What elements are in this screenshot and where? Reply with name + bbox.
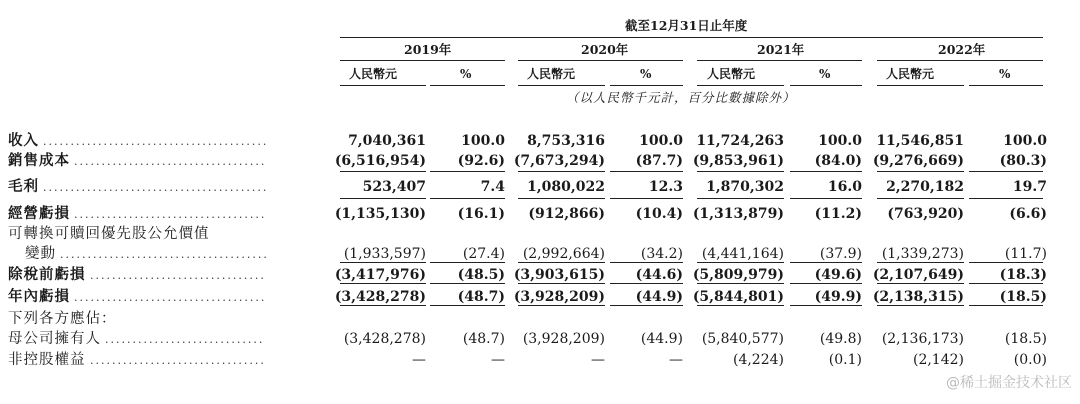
year-rule-2021 bbox=[697, 60, 862, 61]
gross-rule-c7 bbox=[877, 198, 964, 199]
table-cell: 11,724,263 bbox=[696, 133, 784, 149]
table-cell: (34.2) bbox=[640, 246, 683, 262]
table-cell: (49.9) bbox=[814, 289, 862, 305]
row-label: 除稅前虧損 bbox=[8, 266, 86, 283]
table-cell: (3,428,278) bbox=[343, 331, 426, 347]
table-cell: (48.5) bbox=[457, 267, 505, 283]
change-rule-c6 bbox=[790, 262, 862, 263]
pretax-rule-c1 bbox=[340, 283, 426, 284]
cost-rule-c8 bbox=[969, 171, 1043, 172]
net-rule-c1 bbox=[340, 305, 426, 306]
table-cell: (1,313,879) bbox=[692, 206, 784, 222]
table-cell: 1,080,022 bbox=[527, 179, 605, 195]
gross-rule-c5 bbox=[697, 198, 784, 199]
row-label: 非控股權益 bbox=[8, 352, 86, 368]
table-cell: (2,107,649) bbox=[872, 267, 964, 283]
table-cell: (1,135,130) bbox=[334, 206, 426, 222]
year-rule-2022 bbox=[877, 60, 1043, 61]
row-label: 經營虧損 bbox=[8, 205, 70, 222]
table-cell: (5,840,577) bbox=[701, 331, 784, 347]
watermark: @稀土掘金技术社区 bbox=[946, 375, 1072, 391]
col-pct-2021: % bbox=[819, 67, 831, 81]
unit-note: （以人民幣千元計，百分比數據除外） bbox=[566, 90, 796, 105]
table-cell: (2,138,315) bbox=[872, 289, 964, 305]
table-cell: 8,753,316 bbox=[527, 133, 605, 149]
subheader-rule-pct-2022 bbox=[969, 85, 1043, 86]
table-cell: (37.9) bbox=[819, 246, 862, 262]
net-rule-c3 bbox=[518, 305, 605, 306]
row-label: 銷售成本 bbox=[8, 152, 70, 169]
year-2020-header: 2020年 bbox=[581, 42, 629, 57]
table-cell: 100.0 bbox=[818, 133, 862, 149]
pretax-rule-c7 bbox=[877, 283, 964, 284]
table-cell: (48.7) bbox=[457, 289, 505, 305]
col-rmb-2020: 人民幣元 bbox=[527, 67, 576, 81]
table-cell: (5,844,801) bbox=[692, 289, 784, 305]
table-cell: (1,339,273) bbox=[881, 246, 964, 262]
header-top-rule bbox=[340, 37, 1043, 38]
table-cell: (92.6) bbox=[457, 153, 505, 169]
row-label: 毛利 bbox=[8, 178, 39, 195]
table-cell: (18.5) bbox=[999, 289, 1047, 305]
table-cell: (80.3) bbox=[999, 153, 1047, 169]
table-cell: (3,428,278) bbox=[334, 289, 426, 305]
table-cell: — bbox=[412, 352, 426, 368]
table-cell: — bbox=[491, 352, 505, 368]
leader-dots: ......................................... bbox=[43, 135, 269, 148]
table-cell: (18.5) bbox=[1004, 331, 1047, 347]
table-cell: — bbox=[669, 352, 683, 368]
gross-rule-c6 bbox=[790, 198, 862, 199]
table-cell: (18.3) bbox=[999, 267, 1047, 283]
pretax-rule-c4 bbox=[610, 283, 683, 284]
table-cell: (7,673,294) bbox=[513, 153, 605, 169]
cost-rule-c1 bbox=[340, 171, 426, 172]
year-rule-2019 bbox=[340, 60, 505, 61]
table-cell: (3,928,209) bbox=[522, 331, 605, 347]
net-rule-c6 bbox=[790, 305, 862, 306]
subheader-rule-pct-2019 bbox=[430, 85, 505, 86]
table-cell: (0.0) bbox=[1013, 352, 1047, 368]
leader-dots: ...................................... bbox=[60, 248, 269, 261]
gross-rule-c3 bbox=[518, 198, 605, 199]
net-rule-c8 bbox=[969, 305, 1043, 306]
table-cell: 7,040,361 bbox=[348, 133, 426, 149]
pretax-rule-c6 bbox=[790, 283, 862, 284]
gross-rule-c4 bbox=[610, 198, 683, 199]
change-rule-c1 bbox=[340, 262, 426, 263]
table-cell: (49.6) bbox=[814, 267, 862, 283]
table-cell: (6,516,954) bbox=[334, 153, 426, 169]
table-cell: 523,407 bbox=[362, 179, 426, 195]
table-cell: (87.7) bbox=[635, 153, 683, 169]
table-cell: 100.0 bbox=[639, 133, 683, 149]
col-rmb-2019: 人民幣元 bbox=[349, 67, 398, 81]
cost-rule-c7 bbox=[877, 171, 964, 172]
year-rule-2020 bbox=[518, 60, 683, 61]
table-cell: (763,920) bbox=[887, 206, 964, 222]
cost-rule-c5 bbox=[697, 171, 784, 172]
leader-dots: ................................... bbox=[74, 155, 267, 168]
col-pct-2022: % bbox=[999, 67, 1011, 81]
table-cell: (3,417,976) bbox=[334, 267, 426, 283]
gross-rule-c8 bbox=[969, 198, 1043, 199]
table-cell: 7.4 bbox=[480, 179, 505, 195]
change-rule-c5 bbox=[697, 262, 784, 263]
leader-dots: ................................ bbox=[90, 354, 266, 367]
change-rule-c8 bbox=[969, 262, 1043, 263]
table-cell: 12.3 bbox=[648, 179, 683, 195]
leader-dots: ......................................... bbox=[43, 181, 269, 194]
table-cell: (912,866) bbox=[528, 206, 605, 222]
subheader-rule-rmb-2022 bbox=[877, 85, 964, 86]
row-label: 變動 bbox=[25, 246, 56, 262]
table-cell: (49.8) bbox=[819, 331, 862, 347]
table-cell: (5,809,979) bbox=[692, 267, 784, 283]
table-cell: 16.0 bbox=[827, 179, 862, 195]
year-2019-header: 2019年 bbox=[404, 42, 452, 57]
table-cell: (44.6) bbox=[635, 267, 683, 283]
col-rmb-2021: 人民幣元 bbox=[707, 67, 756, 81]
table-cell: (27.4) bbox=[462, 246, 505, 262]
cost-rule-c4 bbox=[610, 171, 683, 172]
net-rule-c2 bbox=[430, 305, 505, 306]
row-label: 下列各方應佔： bbox=[8, 311, 117, 327]
year-2022-header: 2022年 bbox=[938, 42, 986, 57]
col-pct-2020: % bbox=[640, 67, 652, 81]
table-cell: (4,441,164) bbox=[701, 246, 784, 262]
table-cell: 100.0 bbox=[461, 133, 505, 149]
cost-rule-c3 bbox=[518, 171, 605, 172]
table-cell: 19.7 bbox=[1012, 179, 1047, 195]
table-cell: (44.9) bbox=[640, 331, 683, 347]
pretax-rule-c3 bbox=[518, 283, 605, 284]
table-cell: 11,546,851 bbox=[876, 133, 964, 149]
row-label: 母公司擁有人 bbox=[8, 331, 101, 347]
table-cell: (4,224) bbox=[732, 352, 784, 368]
leader-dots: ................................ bbox=[90, 269, 266, 282]
table-cell: (2,136,173) bbox=[881, 331, 964, 347]
table-cell: (11.2) bbox=[814, 206, 862, 222]
subheader-rule-pct-2021 bbox=[790, 85, 862, 86]
subheader-rule-rmb-2021 bbox=[697, 85, 784, 86]
table-cell: 2,270,182 bbox=[886, 179, 964, 195]
net-rule-c4 bbox=[610, 305, 683, 306]
table-cell: (6.6) bbox=[1009, 206, 1047, 222]
change-rule-c3 bbox=[518, 262, 605, 263]
table-cell: (3,903,615) bbox=[513, 267, 605, 283]
table-cell: (2,142) bbox=[912, 352, 964, 368]
table-cell: 100.0 bbox=[1003, 133, 1047, 149]
row-label: 年內虧損 bbox=[8, 288, 70, 305]
cost-rule-c6 bbox=[790, 171, 862, 172]
table-cell: (9,276,669) bbox=[872, 153, 964, 169]
table-cell: (84.0) bbox=[814, 153, 862, 169]
change-rule-c2 bbox=[430, 262, 505, 263]
row-label: 收入 bbox=[8, 132, 39, 149]
table-cell: (0.1) bbox=[828, 352, 862, 368]
leader-dots: ................................... bbox=[74, 291, 267, 304]
table-cell: (3,928,209) bbox=[513, 289, 605, 305]
year-2021-header: 2021年 bbox=[757, 42, 805, 57]
table-cell: (2,992,664) bbox=[522, 246, 605, 262]
col-pct-2019: % bbox=[460, 67, 472, 81]
table-cell: — bbox=[591, 352, 605, 368]
change-rule-c7 bbox=[877, 262, 964, 263]
pretax-rule-c5 bbox=[697, 283, 784, 284]
table-cell: (16.1) bbox=[457, 206, 505, 222]
net-rule-c7 bbox=[877, 305, 964, 306]
gross-rule-c2 bbox=[430, 198, 505, 199]
col-rmb-2022: 人民幣元 bbox=[886, 67, 935, 81]
row-label: 可轉換可贖回優先股公允價值 bbox=[8, 226, 210, 242]
cost-rule-c2 bbox=[430, 171, 505, 172]
leader-dots: ................................... bbox=[74, 208, 267, 221]
period-header: 截至12月31日止年度 bbox=[625, 18, 748, 33]
table-cell: (48.7) bbox=[462, 331, 505, 347]
table-cell: (44.9) bbox=[635, 289, 683, 305]
leader-dots: ............................. bbox=[105, 333, 265, 346]
table-cell: (9,853,961) bbox=[692, 153, 784, 169]
pretax-rule-c2 bbox=[430, 283, 505, 284]
subheader-rule-rmb-2019 bbox=[340, 85, 426, 86]
table-cell: 1,870,302 bbox=[706, 179, 784, 195]
subheader-rule-pct-2020 bbox=[610, 85, 683, 86]
pretax-rule-c8 bbox=[969, 283, 1043, 284]
table-cell: (1,933,597) bbox=[343, 246, 426, 262]
table-cell: (11.7) bbox=[1004, 246, 1047, 262]
table-cell: (10.4) bbox=[635, 206, 683, 222]
net-rule-c5 bbox=[697, 305, 784, 306]
gross-rule-c1 bbox=[340, 198, 426, 199]
change-rule-c4 bbox=[610, 262, 683, 263]
subheader-rule-rmb-2020 bbox=[518, 85, 605, 86]
